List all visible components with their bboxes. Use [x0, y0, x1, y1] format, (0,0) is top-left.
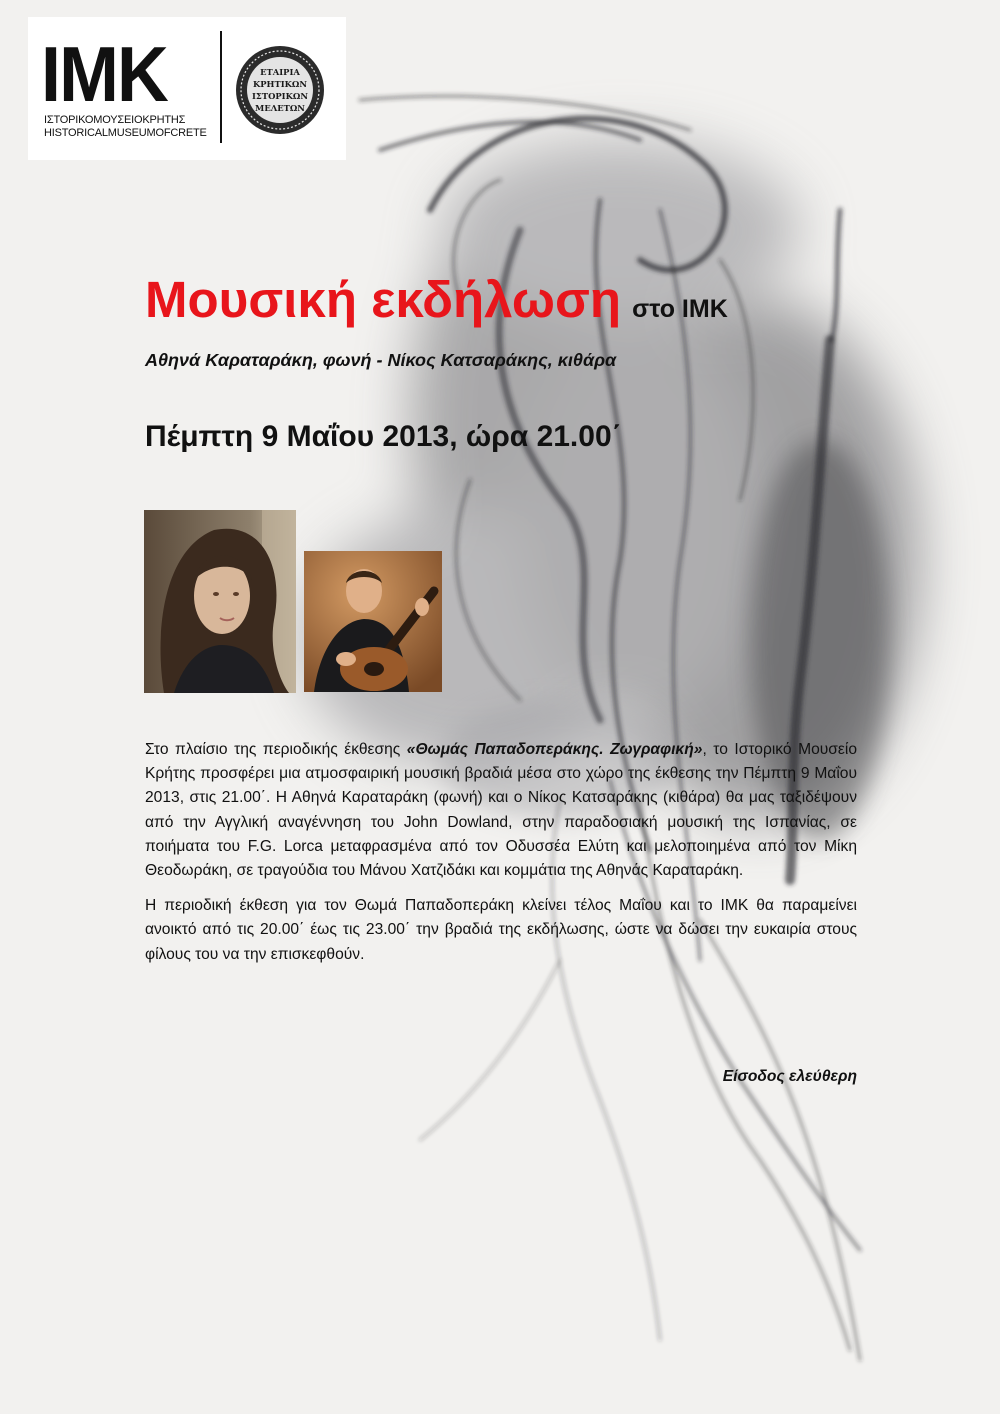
event-title	[145, 270, 728, 329]
event-performers: Αθηνά Καραταράκη, φωνή - Νίκος Κατσαράκης, κιθάρα	[145, 350, 617, 370]
free-entrance-note: Είσοδος ελεύθερη	[722, 1068, 857, 1085]
singer-photo	[144, 510, 296, 693]
exhibition-title: «Θωμάς Παπαδοπεράκης. Ζωγραφική»	[406, 741, 703, 758]
event-title-main: Μουσική εκδήλωση	[145, 271, 622, 328]
svg-text:ΜΕΛΕΤΩΝ: ΜΕΛΕΤΩΝ	[255, 103, 305, 113]
description-text: Στο πλαίσιο της περιοδικής έκθεσης	[145, 741, 407, 758]
event-description	[145, 738, 857, 978]
event-date: Πέμπτη 9 Μαΐου 2013, ώρα 21.00΄	[145, 420, 622, 453]
description-paragraph-1	[145, 738, 857, 883]
description-text: , το Ιστορικό Μουσείο Κρήτης προσφέρει μια ατμοσφαιρική μουσική βραδιά μέσα στο χώρο της έκθεσης την Πέμπτη 9 Μαΐου 2013, στις 21.00΄. Η Αθηνά Καραταράκη (φωνή) και ο Νίκος Κατσαράκης (κιθάρα) θα μας ταξιδέψουν από την Αγγλική αναγέννηση του John Dowland, στην παραδοσιακή μουσική της Ισπανίας, σε ποιήματα του F.G. Lorca μεταφρασμένα από τον Οδυσσέα Ελύτη και μελοποιημένα από τον Μίκη Θεοδωράκη, σε τραγούδια του Μάνου Χατζιδάκι και κομμάτια της Αθηνάς Καραταράκη.	[145, 741, 857, 880]
event-title-suffix: στο ΙΜΚ	[632, 295, 728, 323]
logo-imk-text: IMK	[41, 30, 168, 118]
svg-text:ΕΤΑΙΡΙΑ: ΕΤΑΙΡΙΑ	[260, 67, 300, 77]
svg-text:ΚΡΗΤΙΚΩΝ: ΚΡΗΤΙΚΩΝ	[252, 79, 308, 89]
logo-greek-name: ΙΣΤΟΡΙΚΟΜΟΥΣΕΙΟΚΡΗΤΗΣ	[44, 114, 186, 126]
logo-divider	[220, 31, 222, 143]
society-seal-icon	[234, 44, 326, 136]
svg-text:ΙΣΤΟΡΙΚΩΝ: ΙΣΤΟΡΙΚΩΝ	[252, 91, 308, 101]
logo-english-name: HISTORICALMUSEUMOFCRETE	[44, 127, 207, 139]
museum-logo	[28, 17, 346, 160]
guitarist-photo	[304, 551, 442, 692]
description-paragraph-2: Η περιοδική έκθεση για τον Θωμά Παπαδοπεράκη κλείνει τέλος Μαΐου και το ΙΜΚ θα παραμείνει ανοικτό από τις 20.00΄ έως τις 23.00΄ την βραδιά της εκδήλωσης, ώστε να δώσει την ευκαιρία στους φίλους του να την επισκεφθούν.	[145, 897, 857, 963]
